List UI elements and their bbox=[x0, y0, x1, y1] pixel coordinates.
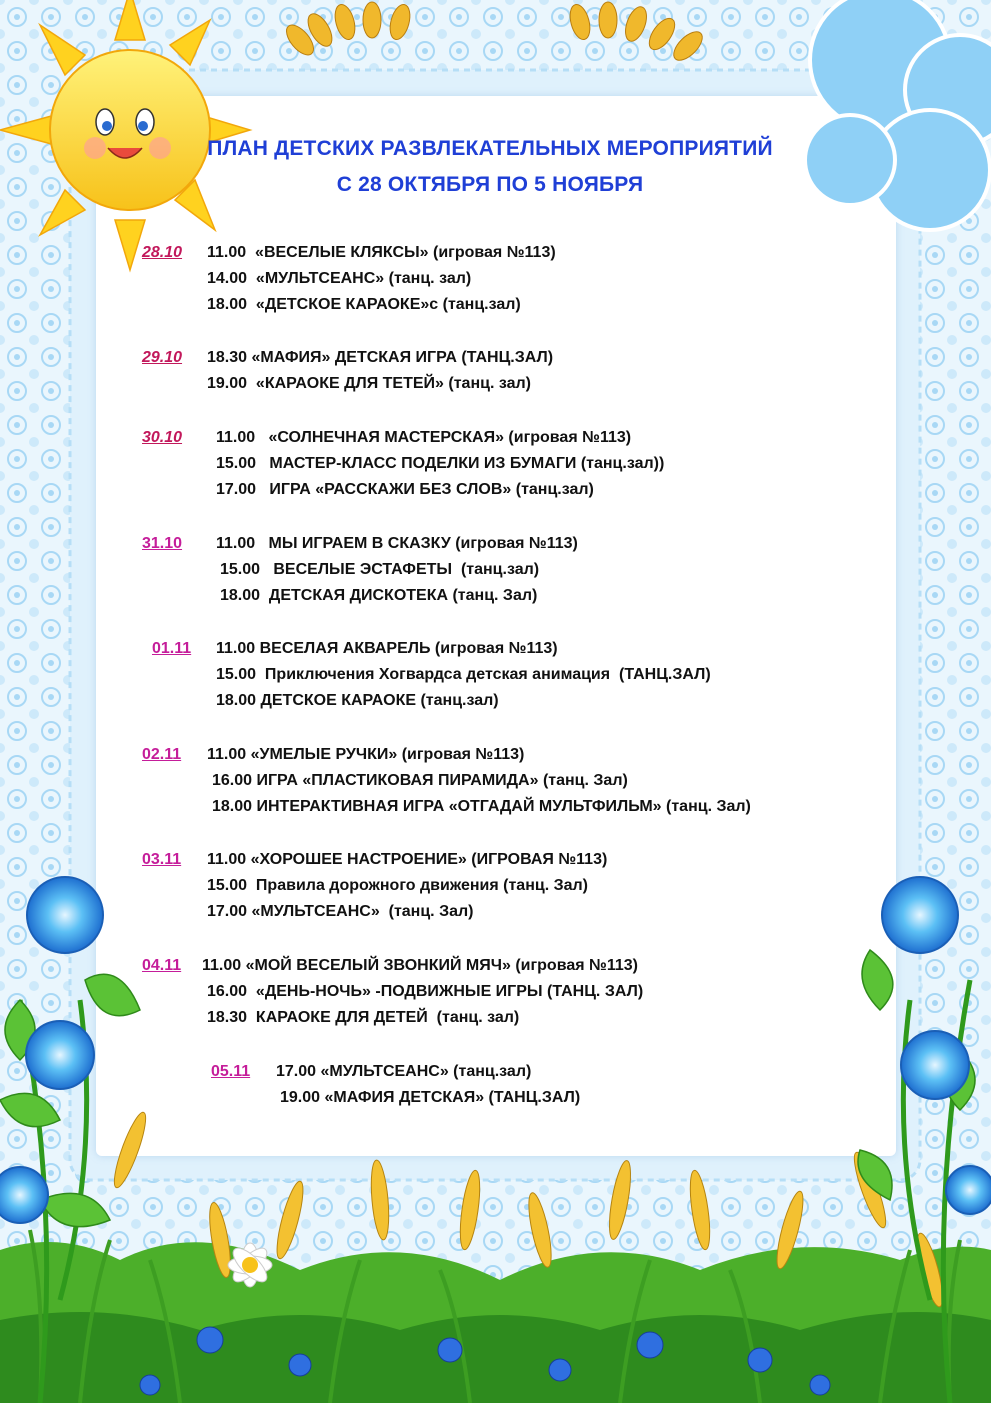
wheat-top-icon bbox=[282, 2, 708, 65]
date-label: 05.11 bbox=[211, 1063, 251, 1080]
event-line: 15.00 Приключения Хогвардса детская анимация (ТАНЦ.ЗАЛ) bbox=[216, 666, 711, 683]
event-line: 11.00 «МОЙ ВЕСЕЛЫЙ ЗВОНКИЙ МЯЧ» (игровая №113) bbox=[202, 957, 638, 974]
date-label: 01.11 bbox=[152, 640, 192, 657]
event-line: 11.00 «УМЕЛЫЕ РУЧКИ» (игровая №113) bbox=[207, 746, 525, 763]
date-label: 30.10 bbox=[142, 429, 183, 446]
event-line: 19.00 «КАРАОКЕ ДЛЯ ТЕТЕЙ» (танц. зал) bbox=[207, 375, 531, 392]
event-line: 11.00 «ХОРОШЕЕ НАСТРОЕНИЕ» (ИГРОВАЯ №113) bbox=[207, 851, 608, 868]
event-line: 18.00 ДЕТСКОЕ КАРАОКЕ (танц.зал) bbox=[216, 692, 499, 709]
event-line: 11.00 МЫ ИГРАЕМ В СКАЗКУ (игровая №113) bbox=[216, 535, 578, 552]
date-label: 31.10 bbox=[142, 535, 183, 552]
date-label: 03.11 bbox=[142, 851, 182, 868]
event-line: 18.00 «ДЕТСКОЕ КАРАОКЕ»с (танц.зал) bbox=[207, 296, 521, 313]
event-line: 17.00 «МУЛЬТСЕАНС» (танц. Зал) bbox=[207, 903, 474, 920]
page-subtitle: С 28 ОКТЯБРЯ ПО 5 НОЯБРЯ bbox=[336, 173, 644, 196]
event-line: 19.00 «МАФИЯ ДЕТСКАЯ» (ТАНЦ.ЗАЛ) bbox=[280, 1089, 581, 1106]
event-line: 18.00 ИНТЕРАКТИВНАЯ ИГРА «ОТГАДАЙ МУЛЬТФИЛЬМ» (танц. Зал) bbox=[212, 798, 751, 815]
event-line: 16.00 ИГРА «ПЛАСТИКОВАЯ ПИРАМИДА» (танц. Зал) bbox=[212, 772, 628, 789]
page-title: ПЛАН ДЕТСКИХ РАЗВЛЕКАТЕЛЬНЫХ МЕРОПРИЯТИЙ bbox=[207, 137, 773, 160]
sun-icon bbox=[0, 0, 250, 270]
date-label: 02.11 bbox=[142, 746, 182, 763]
daisy-icon bbox=[228, 1243, 272, 1287]
event-line: 11.00 «СОЛНЕЧНАЯ МАСТЕРСКАЯ» (игровая №113) bbox=[216, 429, 632, 446]
event-line: 17.00 ИГРА «РАССКАЖИ БЕЗ СЛОВ» (танц.зал) bbox=[216, 481, 594, 498]
event-line: 15.00 ВЕСЕЛЫЕ ЭСТАФЕТЫ (танц.зал) bbox=[220, 561, 540, 578]
event-line: 15.00 МАСТЕР-КЛАСС ПОДЕЛКИ ИЗ БУМАГИ (танц.зал)) bbox=[216, 455, 665, 472]
event-line: 18.30 КАРАОКЕ ДЛЯ ДЕТЕЙ (танц. зал) bbox=[207, 1009, 520, 1026]
event-line: 11.00 «ВЕСЕЛЫЕ КЛЯКСЫ» (игровая №113) bbox=[207, 244, 556, 261]
date-label: 28.10 bbox=[142, 244, 183, 261]
event-line: 18.30 «МАФИЯ» ДЕТСКАЯ ИГРА (ТАНЦ.ЗАЛ) bbox=[207, 349, 554, 366]
event-line: 15.00 Правила дорожного движения (танц. Зал) bbox=[207, 877, 589, 894]
event-line: 17.00 «МУЛЬТСЕАНС» (танц.зал) bbox=[276, 1063, 532, 1080]
event-line: 11.00 ВЕСЕЛАЯ АКВАРЕЛЬ (игровая №113) bbox=[216, 640, 558, 657]
date-label: 04.11 bbox=[142, 957, 182, 974]
event-line: 16.00 «ДЕНЬ-НОЧЬ» -ПОДВИЖНЫЕ ИГРЫ (ТАНЦ. ЗАЛ) bbox=[207, 983, 644, 1000]
date-label: 29.10 bbox=[142, 349, 183, 366]
event-line: 18.00 ДЕТСКАЯ ДИСКОТЕКА (танц. Зал) bbox=[220, 587, 538, 604]
event-line: 14.00 «МУЛЬТСЕАНС» (танц. зал) bbox=[207, 270, 472, 287]
